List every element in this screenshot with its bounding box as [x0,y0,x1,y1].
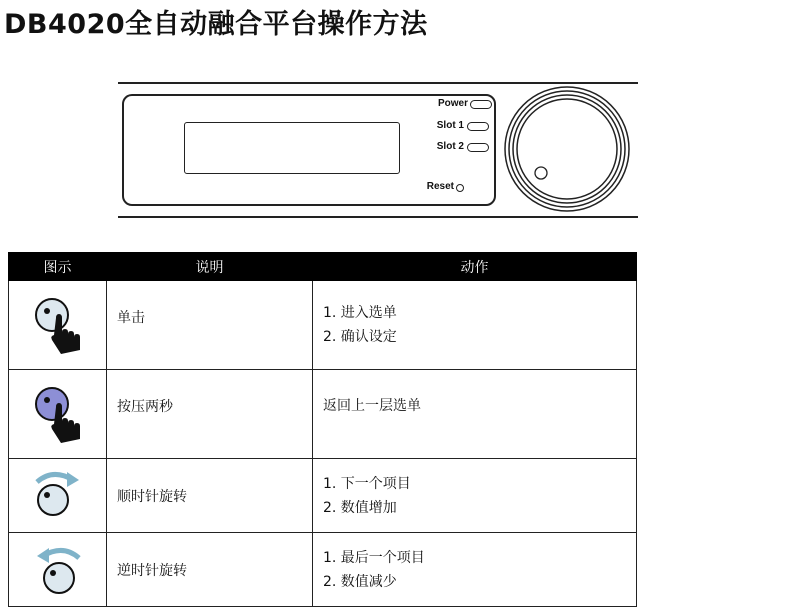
action-line: 1. 下一个项目 [323,475,411,492]
action-cell [313,370,637,459]
table-row [9,370,637,459]
power-led [470,100,492,109]
knob-hold-hand-icon [23,377,93,447]
control-knob [503,85,631,213]
page-title: DB4020全自动融合平台操作方法 [4,9,428,40]
action-line: 返回上一层选单 [323,398,421,414]
lcd-display [184,122,400,174]
header-action: 动作 [313,253,637,281]
slot2-label: Slot 2 [436,141,464,152]
slot2-led [467,143,489,152]
table-row [9,459,637,533]
reset-button [456,184,464,192]
action-cell [313,459,637,533]
icon-cell [9,281,107,370]
icon-cell [9,533,107,607]
operation-table [8,252,637,607]
panel-bottom-edge [118,216,638,218]
icon-cell [9,459,107,533]
header-description: 说明 [107,253,313,281]
action-line: 2. 数值减少 [323,573,397,590]
action-line: 2. 确认设定 [323,329,397,345]
row-description: 单击 [117,310,145,326]
slot1-label: Slot 1 [436,120,464,131]
row-description: 按压两秒 [117,399,173,415]
row-description: 逆时针旋转 [117,562,187,579]
action-line: 2. 数值增加 [323,499,397,516]
action-line: 1. 进入选单 [323,305,397,321]
table-row [9,533,637,607]
knob-clockwise-icon [23,464,93,524]
knob-counterclockwise-icon [23,538,93,598]
row-description: 顺时针旋转 [117,488,187,505]
slot1-led [467,122,489,131]
panel-top-edge [118,82,638,84]
header-icon: 图示 [9,253,107,281]
action-line: 1. 最后一个项目 [323,549,425,566]
action-cell [313,281,637,370]
table-row [9,281,637,370]
action-cell [313,533,637,607]
reset-label: Reset [426,181,454,192]
power-label: Power [437,98,468,109]
knob-press-hand-icon [23,288,93,358]
icon-cell [9,370,107,459]
